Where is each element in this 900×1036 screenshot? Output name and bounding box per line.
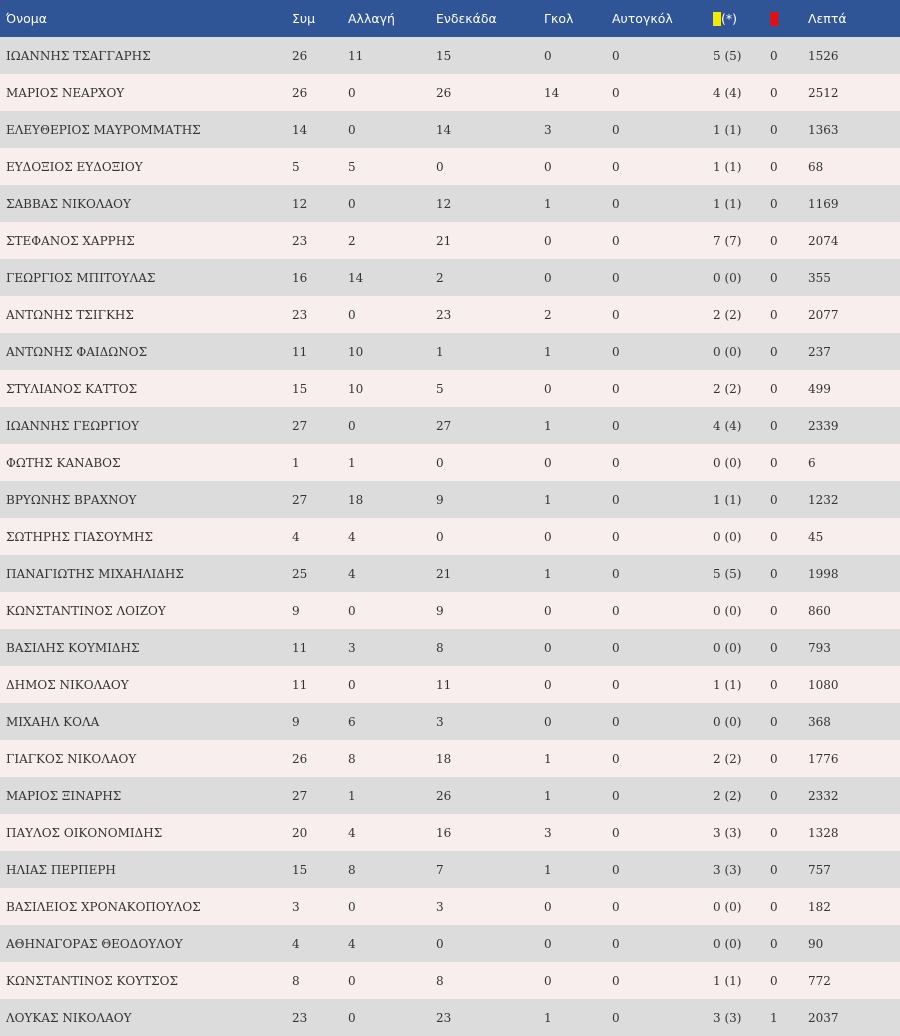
- starts-cell: 8: [436, 973, 444, 988]
- minutes-cell: 499: [808, 381, 831, 396]
- substitutions-cell: 8: [348, 751, 356, 766]
- yellow-cards-cell: 0 (0): [713, 603, 742, 618]
- table-row: [0, 999, 900, 1036]
- appearances-cell: 15: [292, 862, 308, 877]
- header-apps[interactable]: Συμ: [292, 11, 316, 26]
- starts-cell: 0: [436, 529, 444, 544]
- red-cards-cell: 0: [770, 122, 778, 137]
- own-goals-cell: 0: [612, 714, 620, 729]
- minutes-cell: 90: [808, 936, 824, 951]
- appearances-cell: 26: [292, 85, 308, 100]
- table-row: [0, 481, 900, 518]
- appearances-cell: 23: [292, 233, 308, 248]
- starts-cell: 3: [436, 714, 444, 729]
- appearances-cell: 4: [292, 529, 300, 544]
- table-row: [0, 148, 900, 185]
- player-name-cell[interactable]: ΜΙΧΑΗΛ ΚΟΛΑ: [6, 714, 100, 729]
- yellow-cards-cell: 0 (0): [713, 899, 742, 914]
- player-name-cell[interactable]: ΒΑΣΙΛΕΙΟΣ ΧΡΟΝΑΚΟΠΟΥΛΟΣ: [6, 899, 201, 914]
- red-cards-cell: 0: [770, 603, 778, 618]
- goals-cell: 0: [544, 48, 552, 63]
- minutes-cell: 772: [808, 973, 831, 988]
- table-header-row: [0, 0, 900, 37]
- red-cards-cell: 0: [770, 344, 778, 359]
- starts-cell: 27: [436, 418, 452, 433]
- red-cards-cell: 0: [770, 418, 778, 433]
- player-name-cell[interactable]: ΒΑΣΙΛΗΣ ΚΟΥΜΙΔΗΣ: [6, 640, 140, 655]
- goals-cell: 1: [544, 862, 552, 877]
- goals-cell: 0: [544, 381, 552, 396]
- minutes-cell: 757: [808, 862, 831, 877]
- red-cards-cell: 0: [770, 825, 778, 840]
- goals-cell: 14: [544, 85, 560, 100]
- own-goals-cell: 0: [612, 233, 620, 248]
- yellow-cards-cell: 0 (0): [713, 529, 742, 544]
- goals-cell: 1: [544, 492, 552, 507]
- header-own-goals[interactable]: Αυτογκόλ: [612, 11, 673, 26]
- yellow-cards-cell: 0 (0): [713, 936, 742, 951]
- substitutions-cell: 8: [348, 862, 356, 877]
- red-cards-cell: 0: [770, 973, 778, 988]
- own-goals-cell: 0: [612, 85, 620, 100]
- yellow-cards-cell: 0 (0): [713, 640, 742, 655]
- minutes-cell: 1363: [808, 122, 839, 137]
- appearances-cell: 26: [292, 48, 308, 63]
- substitutions-cell: 0: [348, 418, 356, 433]
- player-name-cell[interactable]: ΔΗΜΟΣ ΝΙΚΟΛΑΟΥ: [6, 677, 129, 692]
- starts-cell: 21: [436, 233, 452, 248]
- goals-cell: 0: [544, 529, 552, 544]
- minutes-cell: 2077: [808, 307, 839, 322]
- header-sub[interactable]: Αλλαγή: [348, 11, 395, 26]
- yellow-cards-cell: 2 (2): [713, 381, 742, 396]
- starts-cell: 7: [436, 862, 444, 877]
- red-card-icon: [770, 12, 778, 26]
- own-goals-cell: 0: [612, 381, 620, 396]
- substitutions-cell: 0: [348, 122, 356, 137]
- yellow-cards-cell: 2 (2): [713, 307, 742, 322]
- goals-cell: 0: [544, 233, 552, 248]
- goals-cell: 1: [544, 566, 552, 581]
- goals-cell: 1: [544, 1010, 552, 1025]
- appearances-cell: 5: [292, 159, 300, 174]
- appearances-cell: 12: [292, 196, 308, 211]
- appearances-cell: 4: [292, 936, 300, 951]
- yellow-cards-cell: 3 (3): [713, 825, 742, 840]
- appearances-cell: 26: [292, 751, 308, 766]
- appearances-cell: 23: [292, 1010, 308, 1025]
- own-goals-cell: 0: [612, 48, 620, 63]
- starts-cell: 1: [436, 344, 444, 359]
- table-row: [0, 259, 900, 296]
- goals-cell: 1: [544, 196, 552, 211]
- table-row: [0, 740, 900, 777]
- minutes-cell: 355: [808, 270, 831, 285]
- table-row: [0, 407, 900, 444]
- table-row: [0, 555, 900, 592]
- starts-cell: 8: [436, 640, 444, 655]
- table-row: [0, 296, 900, 333]
- player-name-cell[interactable]: ΑΝΤΩΝΗΣ ΤΣΙΓΚΗΣ: [6, 307, 134, 322]
- header-starts[interactable]: Ενδεκάδα: [436, 11, 497, 26]
- substitutions-cell: 3: [348, 640, 356, 655]
- substitutions-cell: 0: [348, 196, 356, 211]
- minutes-cell: 1998: [808, 566, 839, 581]
- own-goals-cell: 0: [612, 603, 620, 618]
- player-name-cell[interactable]: ΠΑΝΑΓΙΩΤΗΣ ΜΙΧΑΗΛΙΔΗΣ: [6, 566, 184, 581]
- yellow-cards-cell: 7 (7): [713, 233, 742, 248]
- player-name-cell[interactable]: ΓΕΩΡΓΙΟΣ ΜΠΙΤΟΥΛΑΣ: [6, 270, 156, 285]
- table-row: [0, 814, 900, 851]
- yellow-cards-cell: 1 (1): [713, 159, 742, 174]
- red-cards-cell: 0: [770, 788, 778, 803]
- minutes-cell: 1232: [808, 492, 839, 507]
- substitutions-cell: 4: [348, 825, 356, 840]
- starts-cell: 11: [436, 677, 452, 692]
- table-row: [0, 370, 900, 407]
- goals-cell: 2: [544, 307, 552, 322]
- substitutions-cell: 1: [348, 455, 356, 470]
- appearances-cell: 16: [292, 270, 308, 285]
- starts-cell: 21: [436, 566, 452, 581]
- appearances-cell: 25: [292, 566, 308, 581]
- red-cards-cell: 0: [770, 455, 778, 470]
- starts-cell: 23: [436, 307, 452, 322]
- yellow-cards-cell: 5 (5): [713, 48, 742, 63]
- player-name-cell[interactable]: ΣΤΕΦΑΝΟΣ ΧΑΡΡΗΣ: [6, 233, 135, 248]
- red-cards-cell: 0: [770, 862, 778, 877]
- player-name-cell[interactable]: ΕΥΔΟΞΙΟΣ ΕΥΔΟΞΙΟΥ: [6, 159, 143, 174]
- substitutions-cell: 0: [348, 899, 356, 914]
- substitutions-cell: 4: [348, 936, 356, 951]
- red-cards-cell: 0: [770, 85, 778, 100]
- appearances-cell: 14: [292, 122, 308, 137]
- red-cards-cell: 0: [770, 307, 778, 322]
- table-row: [0, 925, 900, 962]
- player-name-cell[interactable]: ΣΩΤΗΡΗΣ ΓΙΑΣΟΥΜΗΣ: [6, 529, 153, 544]
- table-row: [0, 703, 900, 740]
- player-name-cell[interactable]: ΣΤΥΛΙΑΝΟΣ ΚΑΤΤΟΣ: [6, 381, 138, 396]
- appearances-cell: 27: [292, 788, 308, 803]
- own-goals-cell: 0: [612, 159, 620, 174]
- minutes-cell: 68: [808, 159, 824, 174]
- player-name-cell[interactable]: ΓΙΑΓΚΟΣ ΝΙΚΟΛΑΟΥ: [6, 751, 137, 766]
- goals-cell: 0: [544, 714, 552, 729]
- starts-cell: 0: [436, 936, 444, 951]
- appearances-cell: 23: [292, 307, 308, 322]
- table-row: [0, 37, 900, 74]
- own-goals-cell: 0: [612, 566, 620, 581]
- substitutions-cell: 0: [348, 1010, 356, 1025]
- starts-cell: 15: [436, 48, 452, 63]
- red-cards-cell: 0: [770, 899, 778, 914]
- yellow-cards-cell: 2 (2): [713, 751, 742, 766]
- minutes-cell: 1169: [808, 196, 839, 211]
- own-goals-cell: 0: [612, 751, 620, 766]
- player-name-cell[interactable]: ΜΑΡΙΟΣ ΞΙΝΑΡΗΣ: [6, 788, 122, 803]
- own-goals-cell: 0: [612, 196, 620, 211]
- yellow-cards-cell: 0 (0): [713, 455, 742, 470]
- substitutions-cell: 10: [348, 344, 364, 359]
- substitutions-cell: 11: [348, 48, 364, 63]
- appearances-cell: 11: [292, 677, 308, 692]
- player-name-cell[interactable]: ΛΟΥΚΑΣ ΝΙΚΟΛΑΟΥ: [6, 1010, 132, 1025]
- yellow-cards-cell: 4 (4): [713, 418, 742, 433]
- table-row: [0, 777, 900, 814]
- substitutions-cell: 0: [348, 603, 356, 618]
- minutes-cell: 237: [808, 344, 831, 359]
- own-goals-cell: 0: [612, 344, 620, 359]
- yellow-cards-cell: 1 (1): [713, 677, 742, 692]
- player-name-cell[interactable]: ΑΝΤΩΝΗΣ ΦΑΙΔΩΝΟΣ: [6, 344, 148, 359]
- goals-cell: 0: [544, 936, 552, 951]
- appearances-cell: 9: [292, 603, 300, 618]
- yellow-cards-cell: 2 (2): [713, 788, 742, 803]
- table-row: [0, 444, 900, 481]
- starts-cell: 5: [436, 381, 444, 396]
- substitutions-cell: 0: [348, 677, 356, 692]
- minutes-cell: 2037: [808, 1010, 839, 1025]
- red-cards-cell: 0: [770, 381, 778, 396]
- appearances-cell: 1: [292, 455, 300, 470]
- minutes-cell: 1776: [808, 751, 839, 766]
- yellow-cards-cell: 3 (3): [713, 862, 742, 877]
- red-cards-cell: 0: [770, 233, 778, 248]
- own-goals-cell: 0: [612, 270, 620, 285]
- header-goals[interactable]: Γκολ: [544, 11, 574, 26]
- minutes-cell: 1526: [808, 48, 839, 63]
- player-name-cell[interactable]: ΦΩΤΗΣ ΚΑΝΑΒΟΣ: [6, 455, 121, 470]
- starts-cell: 12: [436, 196, 452, 211]
- goals-cell: 0: [544, 899, 552, 914]
- header-red-cards[interactable]: [764, 0, 802, 37]
- table-row: [0, 185, 900, 222]
- header-yellow-cards[interactable]: [707, 0, 764, 37]
- header-name[interactable]: Όνομα: [6, 11, 47, 26]
- starts-cell: 26: [436, 788, 452, 803]
- yellow-cards-cell: 1 (1): [713, 196, 742, 211]
- player-name-cell[interactable]: ΑΘΗΝΑΓΟΡΑΣ ΘΕΟΔΟΥΛΟΥ: [6, 936, 183, 951]
- player-name-cell[interactable]: ΚΩΝΣΤΑΝΤΙΝΟΣ ΛΟΙΖΟΥ: [6, 603, 166, 618]
- table-row: [0, 666, 900, 703]
- player-name-cell[interactable]: ΣΑΒΒΑΣ ΝΙΚΟΛΑΟΥ: [6, 196, 131, 211]
- appearances-cell: 11: [292, 344, 308, 359]
- appearances-cell: 20: [292, 825, 308, 840]
- table-row: [0, 888, 900, 925]
- yellow-cards-cell: 5 (5): [713, 566, 742, 581]
- header-minutes[interactable]: Λεπτά: [808, 11, 847, 26]
- goals-cell: 1: [544, 418, 552, 433]
- minutes-cell: 2332: [808, 788, 839, 803]
- appearances-cell: 3: [292, 899, 300, 914]
- table-row: [0, 74, 900, 111]
- player-name-cell[interactable]: ΙΩΑΝΝΗΣ ΤΣΑΓΓΑΡΗΣ: [6, 48, 151, 63]
- starts-cell: 18: [436, 751, 452, 766]
- substitutions-cell: 5: [348, 159, 356, 174]
- table-row: [0, 518, 900, 555]
- red-cards-cell: 0: [770, 270, 778, 285]
- red-cards-cell: 0: [770, 566, 778, 581]
- own-goals-cell: 0: [612, 936, 620, 951]
- substitutions-cell: 2: [348, 233, 356, 248]
- minutes-cell: 1080: [808, 677, 839, 692]
- yellow-card-icon: [713, 12, 721, 26]
- red-cards-cell: 0: [770, 714, 778, 729]
- yellow-cards-cell: 1 (1): [713, 973, 742, 988]
- goals-cell: 1: [544, 788, 552, 803]
- starts-cell: 3: [436, 899, 444, 914]
- substitutions-cell: 10: [348, 381, 364, 396]
- player-name-cell[interactable]: ΒΡΥΩΝΗΣ ΒΡΑΧΝΟΥ: [6, 492, 137, 507]
- player-name-cell[interactable]: ΙΩΑΝΝΗΣ ΓΕΩΡΓΙΟΥ: [6, 418, 140, 433]
- goals-cell: 0: [544, 973, 552, 988]
- own-goals-cell: 0: [612, 529, 620, 544]
- starts-cell: 9: [436, 492, 444, 507]
- table-row: [0, 333, 900, 370]
- appearances-cell: 9: [292, 714, 300, 729]
- goals-cell: 0: [544, 640, 552, 655]
- table-row: [0, 851, 900, 888]
- own-goals-cell: 0: [612, 973, 620, 988]
- starts-cell: 26: [436, 85, 452, 100]
- substitutions-cell: 6: [348, 714, 356, 729]
- red-cards-cell: 0: [770, 677, 778, 692]
- minutes-cell: 45: [808, 529, 824, 544]
- yellow-cards-cell: 0 (0): [713, 270, 742, 285]
- own-goals-cell: 0: [612, 677, 620, 692]
- minutes-cell: 2512: [808, 85, 839, 100]
- goals-cell: 0: [544, 455, 552, 470]
- substitutions-cell: 0: [348, 85, 356, 100]
- goals-cell: 3: [544, 122, 552, 137]
- player-name-cell[interactable]: ΜΑΡΙΟΣ ΝΕΑΡΧΟΥ: [6, 85, 125, 100]
- table-row: [0, 111, 900, 148]
- table-row: [0, 592, 900, 629]
- table-row: [0, 962, 900, 999]
- red-cards-cell: 1: [770, 1010, 778, 1025]
- starts-cell: 9: [436, 603, 444, 618]
- own-goals-cell: 0: [612, 418, 620, 433]
- minutes-cell: 182: [808, 899, 831, 914]
- goals-cell: 0: [544, 159, 552, 174]
- goals-cell: 1: [544, 344, 552, 359]
- own-goals-cell: 0: [612, 492, 620, 507]
- red-cards-cell: 0: [770, 529, 778, 544]
- goals-cell: 3: [544, 825, 552, 840]
- minutes-cell: 368: [808, 714, 831, 729]
- yellow-cards-cell: 1 (1): [713, 122, 742, 137]
- substitutions-cell: 4: [348, 566, 356, 581]
- player-name-cell[interactable]: ΗΛΙΑΣ ΠΕΡΠΕΡΗ: [6, 862, 116, 877]
- red-cards-cell: 0: [770, 492, 778, 507]
- player-name-cell[interactable]: ΚΩΝΣΤΑΝΤΙΝΟΣ ΚΟΥΤΣΟΣ: [6, 973, 178, 988]
- goals-cell: 0: [544, 603, 552, 618]
- appearances-cell: 15: [292, 381, 308, 396]
- table-row: [0, 629, 900, 666]
- appearances-cell: 11: [292, 640, 308, 655]
- substitutions-cell: 14: [348, 270, 364, 285]
- yellow-cards-cell: 3 (3): [713, 1010, 742, 1025]
- appearances-cell: 8: [292, 973, 300, 988]
- yellow-cards-cell: 0 (0): [713, 344, 742, 359]
- player-name-cell[interactable]: ΕΛΕΥΘΕΡΙΟΣ ΜΑΥΡΟΜΜΑΤΗΣ: [6, 122, 201, 137]
- own-goals-cell: 0: [612, 455, 620, 470]
- substitutions-cell: 18: [348, 492, 364, 507]
- yellow-cards-cell: 1 (1): [713, 492, 742, 507]
- starts-cell: 14: [436, 122, 452, 137]
- starts-cell: 23: [436, 1010, 452, 1025]
- minutes-cell: 860: [808, 603, 831, 618]
- minutes-cell: 793: [808, 640, 831, 655]
- starts-cell: 2: [436, 270, 444, 285]
- own-goals-cell: 0: [612, 307, 620, 322]
- goals-cell: 1: [544, 751, 552, 766]
- own-goals-cell: 0: [612, 640, 620, 655]
- substitutions-cell: 0: [348, 973, 356, 988]
- minutes-cell: 6: [808, 455, 816, 470]
- substitutions-cell: 1: [348, 788, 356, 803]
- red-cards-cell: 0: [770, 751, 778, 766]
- appearances-cell: 27: [292, 418, 308, 433]
- substitutions-cell: 4: [348, 529, 356, 544]
- red-cards-cell: 0: [770, 640, 778, 655]
- minutes-cell: 2074: [808, 233, 839, 248]
- table-row: [0, 222, 900, 259]
- own-goals-cell: 0: [612, 122, 620, 137]
- starts-cell: 0: [436, 455, 444, 470]
- appearances-cell: 27: [292, 492, 308, 507]
- red-cards-cell: 0: [770, 936, 778, 951]
- substitutions-cell: 0: [348, 307, 356, 322]
- yellow-cards-cell: 0 (0): [713, 714, 742, 729]
- goals-cell: 0: [544, 677, 552, 692]
- red-cards-cell: 0: [770, 48, 778, 63]
- yellow-cards-cell: 4 (4): [713, 85, 742, 100]
- own-goals-cell: 0: [612, 825, 620, 840]
- minutes-cell: 2339: [808, 418, 839, 433]
- own-goals-cell: 0: [612, 862, 620, 877]
- player-name-cell[interactable]: ΠΑΥΛΟΣ ΟΙΚΟΝΟΜΙΔΗΣ: [6, 825, 163, 840]
- starts-cell: 0: [436, 159, 444, 174]
- starts-cell: 16: [436, 825, 452, 840]
- red-cards-cell: 0: [770, 159, 778, 174]
- minutes-cell: 1328: [808, 825, 839, 840]
- own-goals-cell: 0: [612, 1010, 620, 1025]
- header-yellow-suffix: (*): [721, 10, 738, 26]
- red-cards-cell: 0: [770, 196, 778, 211]
- goals-cell: 0: [544, 270, 552, 285]
- own-goals-cell: 0: [612, 788, 620, 803]
- own-goals-cell: 0: [612, 899, 620, 914]
